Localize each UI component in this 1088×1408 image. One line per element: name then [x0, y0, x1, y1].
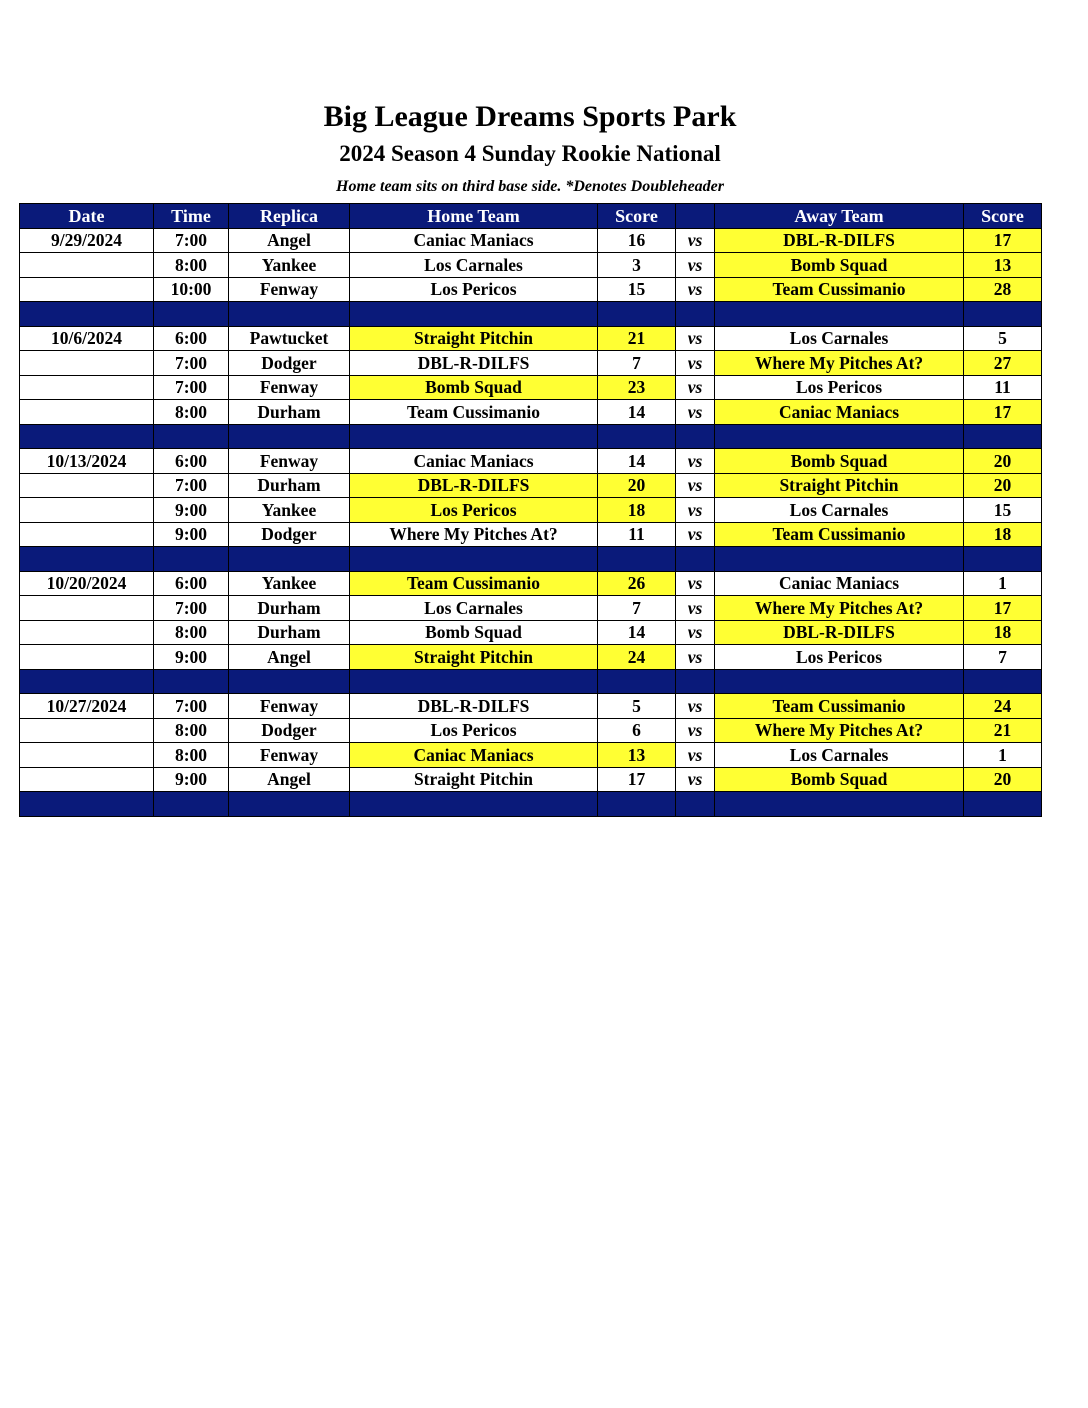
separator-cell [715, 792, 964, 817]
column-header-replica: Replica [229, 204, 350, 229]
away-score-cell: 20 [964, 767, 1042, 792]
date-cell [20, 522, 154, 547]
separator-cell [20, 424, 154, 449]
replica-cell: Fenway [229, 375, 350, 400]
table-row [20, 522, 1042, 547]
table-row [20, 620, 1042, 645]
replica-cell: Yankee [229, 498, 350, 523]
away-score-cell: 15 [964, 498, 1042, 523]
separator-cell [154, 302, 229, 327]
schedule-note: Home team sits on third base side. *Denotes Doubleheader [336, 178, 724, 195]
away-score-cell: 11 [964, 375, 1042, 400]
separator-cell [715, 424, 964, 449]
away-team-cell: Bomb Squad [715, 449, 964, 474]
replica-cell: Angel [229, 767, 350, 792]
page-title: Big League Dreams Sports Park [323, 100, 737, 133]
home-score-cell: 24 [598, 645, 676, 670]
home-team-cell: Caniac Maniacs [350, 743, 598, 768]
time-cell: 8:00 [154, 620, 229, 645]
away-score-cell: 1 [964, 571, 1042, 596]
time-cell: 10:00 [154, 277, 229, 302]
separator-cell [229, 302, 350, 327]
column-header-home-team: Home Team [350, 204, 598, 229]
home-team-cell: Bomb Squad [350, 375, 598, 400]
home-score-cell: 20 [598, 473, 676, 498]
separator-cell [676, 547, 715, 572]
date-cell: 10/6/2024 [20, 326, 154, 351]
separator-cell [20, 302, 154, 327]
table-row [20, 277, 1042, 302]
vs-cell: vs [676, 767, 715, 792]
away-team-cell: Where My Pitches At? [715, 351, 964, 376]
table-row [20, 253, 1042, 278]
date-cell: 10/27/2024 [20, 694, 154, 719]
separator-cell [20, 669, 154, 694]
vs-cell: vs [676, 645, 715, 670]
table-row [20, 718, 1042, 743]
separator-cell [964, 792, 1042, 817]
away-team-cell: Los Carnales [715, 498, 964, 523]
home-score-cell: 7 [598, 596, 676, 621]
table-row [20, 645, 1042, 670]
vs-cell: vs [676, 694, 715, 719]
time-cell: 9:00 [154, 767, 229, 792]
separator-cell [964, 302, 1042, 327]
vs-cell: vs [676, 498, 715, 523]
separator-cell [676, 792, 715, 817]
separator-cell [598, 792, 676, 817]
home-team-cell: Caniac Maniacs [350, 449, 598, 474]
replica-cell: Yankee [229, 253, 350, 278]
away-team-cell: Los Pericos [715, 375, 964, 400]
date-cell: 10/20/2024 [20, 571, 154, 596]
separator-row [20, 547, 1042, 572]
home-team-cell: Los Pericos [350, 498, 598, 523]
table-row [20, 596, 1042, 621]
time-cell: 7:00 [154, 694, 229, 719]
vs-cell: vs [676, 277, 715, 302]
table-row [20, 498, 1042, 523]
replica-cell: Fenway [229, 277, 350, 302]
column-header-away-score: Score [964, 204, 1042, 229]
time-cell: 9:00 [154, 645, 229, 670]
date-cell [20, 596, 154, 621]
away-team-cell: Bomb Squad [715, 253, 964, 278]
separator-cell [229, 547, 350, 572]
replica-cell: Dodger [229, 718, 350, 743]
page-subtitle: 2024 Season 4 Sunday Rookie National [339, 141, 721, 166]
separator-cell [715, 547, 964, 572]
time-cell: 7:00 [154, 375, 229, 400]
home-team-cell: DBL-R-DILFS [350, 694, 598, 719]
home-score-cell: 3 [598, 253, 676, 278]
away-team-cell: Straight Pitchin [715, 473, 964, 498]
column-header-vs [676, 204, 715, 229]
date-cell [20, 473, 154, 498]
separator-cell [350, 547, 598, 572]
date-cell: 9/29/2024 [20, 228, 154, 253]
separator-cell [154, 547, 229, 572]
home-score-cell: 6 [598, 718, 676, 743]
home-team-cell: Los Carnales [350, 253, 598, 278]
home-score-cell: 14 [598, 449, 676, 474]
away-score-cell: 18 [964, 522, 1042, 547]
table-row [20, 326, 1042, 351]
separator-row [20, 302, 1042, 327]
vs-cell: vs [676, 596, 715, 621]
time-cell: 9:00 [154, 498, 229, 523]
separator-cell [676, 302, 715, 327]
column-header-date: Date [20, 204, 154, 229]
away-score-cell: 5 [964, 326, 1042, 351]
away-team-cell: Where My Pitches At? [715, 596, 964, 621]
away-score-cell: 17 [964, 228, 1042, 253]
separator-cell [154, 669, 229, 694]
replica-cell: Fenway [229, 694, 350, 719]
separator-cell [715, 302, 964, 327]
separator-cell [350, 792, 598, 817]
away-team-cell: Los Carnales [715, 326, 964, 351]
home-score-cell: 5 [598, 694, 676, 719]
home-team-cell: DBL-R-DILFS [350, 473, 598, 498]
table-row [20, 571, 1042, 596]
date-cell [20, 645, 154, 670]
separator-cell [350, 424, 598, 449]
date-cell [20, 498, 154, 523]
replica-cell: Angel [229, 645, 350, 670]
separator-cell [20, 547, 154, 572]
vs-cell: vs [676, 449, 715, 474]
vs-cell: vs [676, 400, 715, 425]
date-cell [20, 253, 154, 278]
away-team-cell: Los Pericos [715, 645, 964, 670]
separator-cell [964, 547, 1042, 572]
away-team-cell: Bomb Squad [715, 767, 964, 792]
schedule-body [20, 228, 1042, 816]
separator-cell [20, 792, 154, 817]
away-team-cell: Team Cussimanio [715, 694, 964, 719]
column-header-away-team: Away Team [715, 204, 964, 229]
away-score-cell: 17 [964, 400, 1042, 425]
home-team-cell: Straight Pitchin [350, 326, 598, 351]
time-cell: 6:00 [154, 326, 229, 351]
home-score-cell: 15 [598, 277, 676, 302]
home-team-cell: Los Pericos [350, 718, 598, 743]
vs-cell: vs [676, 326, 715, 351]
column-header-home-score: Score [598, 204, 676, 229]
home-team-cell: Bomb Squad [350, 620, 598, 645]
separator-cell [350, 669, 598, 694]
replica-cell: Dodger [229, 522, 350, 547]
time-cell: 6:00 [154, 449, 229, 474]
home-score-cell: 13 [598, 743, 676, 768]
home-team-cell: DBL-R-DILFS [350, 351, 598, 376]
vs-cell: vs [676, 228, 715, 253]
table-header-row [20, 204, 1042, 229]
away-score-cell: 1 [964, 743, 1042, 768]
vs-cell: vs [676, 743, 715, 768]
time-cell: 7:00 [154, 473, 229, 498]
away-team-cell: Caniac Maniacs [715, 400, 964, 425]
table-row [20, 400, 1042, 425]
vs-cell: vs [676, 571, 715, 596]
away-score-cell: 20 [964, 473, 1042, 498]
away-score-cell: 24 [964, 694, 1042, 719]
time-cell: 6:00 [154, 571, 229, 596]
home-team-cell: Team Cussimanio [350, 400, 598, 425]
home-team-cell: Straight Pitchin [350, 645, 598, 670]
separator-cell [154, 424, 229, 449]
vs-cell: vs [676, 473, 715, 498]
vs-cell: vs [676, 253, 715, 278]
time-cell: 9:00 [154, 522, 229, 547]
date-cell [20, 277, 154, 302]
replica-cell: Fenway [229, 449, 350, 474]
table-row [20, 449, 1042, 474]
separator-cell [229, 792, 350, 817]
separator-cell [229, 424, 350, 449]
replica-cell: Yankee [229, 571, 350, 596]
separator-cell [676, 669, 715, 694]
away-team-cell: Team Cussimanio [715, 522, 964, 547]
time-cell: 8:00 [154, 718, 229, 743]
home-score-cell: 21 [598, 326, 676, 351]
home-team-cell: Caniac Maniacs [350, 228, 598, 253]
separator-row [20, 669, 1042, 694]
home-score-cell: 26 [598, 571, 676, 596]
separator-cell [964, 669, 1042, 694]
away-team-cell: Where My Pitches At? [715, 718, 964, 743]
replica-cell: Durham [229, 596, 350, 621]
home-team-cell: Where My Pitches At? [350, 522, 598, 547]
separator-cell [676, 424, 715, 449]
separator-cell [229, 669, 350, 694]
home-team-cell: Straight Pitchin [350, 767, 598, 792]
replica-cell: Fenway [229, 743, 350, 768]
vs-cell: vs [676, 375, 715, 400]
away-team-cell: Caniac Maniacs [715, 571, 964, 596]
date-cell [20, 620, 154, 645]
date-cell [20, 375, 154, 400]
home-team-cell: Los Pericos [350, 277, 598, 302]
away-team-cell: DBL-R-DILFS [715, 228, 964, 253]
time-cell: 7:00 [154, 596, 229, 621]
replica-cell: Durham [229, 620, 350, 645]
separator-row [20, 792, 1042, 817]
away-score-cell: 27 [964, 351, 1042, 376]
replica-cell: Pawtucket [229, 326, 350, 351]
away-score-cell: 21 [964, 718, 1042, 743]
vs-cell: vs [676, 620, 715, 645]
table-row [20, 375, 1042, 400]
date-cell [20, 351, 154, 376]
away-team-cell: Los Carnales [715, 743, 964, 768]
schedule-table [19, 203, 1042, 817]
separator-cell [350, 302, 598, 327]
home-team-cell: Team Cussimanio [350, 571, 598, 596]
table-row [20, 473, 1042, 498]
away-score-cell: 18 [964, 620, 1042, 645]
date-cell: 10/13/2024 [20, 449, 154, 474]
home-team-cell: Los Carnales [350, 596, 598, 621]
table-row [20, 228, 1042, 253]
separator-cell [598, 302, 676, 327]
separator-cell [715, 669, 964, 694]
date-cell [20, 767, 154, 792]
date-cell [20, 743, 154, 768]
separator-cell [964, 424, 1042, 449]
separator-row [20, 424, 1042, 449]
replica-cell: Durham [229, 400, 350, 425]
vs-cell: vs [676, 718, 715, 743]
away-score-cell: 28 [964, 277, 1042, 302]
vs-cell: vs [676, 351, 715, 376]
home-score-cell: 7 [598, 351, 676, 376]
separator-cell [598, 424, 676, 449]
away-team-cell: DBL-R-DILFS [715, 620, 964, 645]
home-score-cell: 23 [598, 375, 676, 400]
separator-cell [598, 547, 676, 572]
home-score-cell: 18 [598, 498, 676, 523]
time-cell: 8:00 [154, 400, 229, 425]
home-score-cell: 17 [598, 767, 676, 792]
away-score-cell: 13 [964, 253, 1042, 278]
time-cell: 7:00 [154, 228, 229, 253]
replica-cell: Angel [229, 228, 350, 253]
time-cell: 8:00 [154, 743, 229, 768]
home-score-cell: 14 [598, 620, 676, 645]
date-cell [20, 400, 154, 425]
away-score-cell: 20 [964, 449, 1042, 474]
away-team-cell: Team Cussimanio [715, 277, 964, 302]
time-cell: 8:00 [154, 253, 229, 278]
home-score-cell: 14 [598, 400, 676, 425]
time-cell: 7:00 [154, 351, 229, 376]
home-score-cell: 16 [598, 228, 676, 253]
replica-cell: Dodger [229, 351, 350, 376]
home-score-cell: 11 [598, 522, 676, 547]
separator-cell [154, 792, 229, 817]
date-cell [20, 718, 154, 743]
vs-cell: vs [676, 522, 715, 547]
table-row [20, 694, 1042, 719]
table-row [20, 743, 1042, 768]
replica-cell: Durham [229, 473, 350, 498]
column-header-time: Time [154, 204, 229, 229]
table-row [20, 351, 1042, 376]
away-score-cell: 17 [964, 596, 1042, 621]
separator-cell [598, 669, 676, 694]
table-row [20, 767, 1042, 792]
away-score-cell: 7 [964, 645, 1042, 670]
